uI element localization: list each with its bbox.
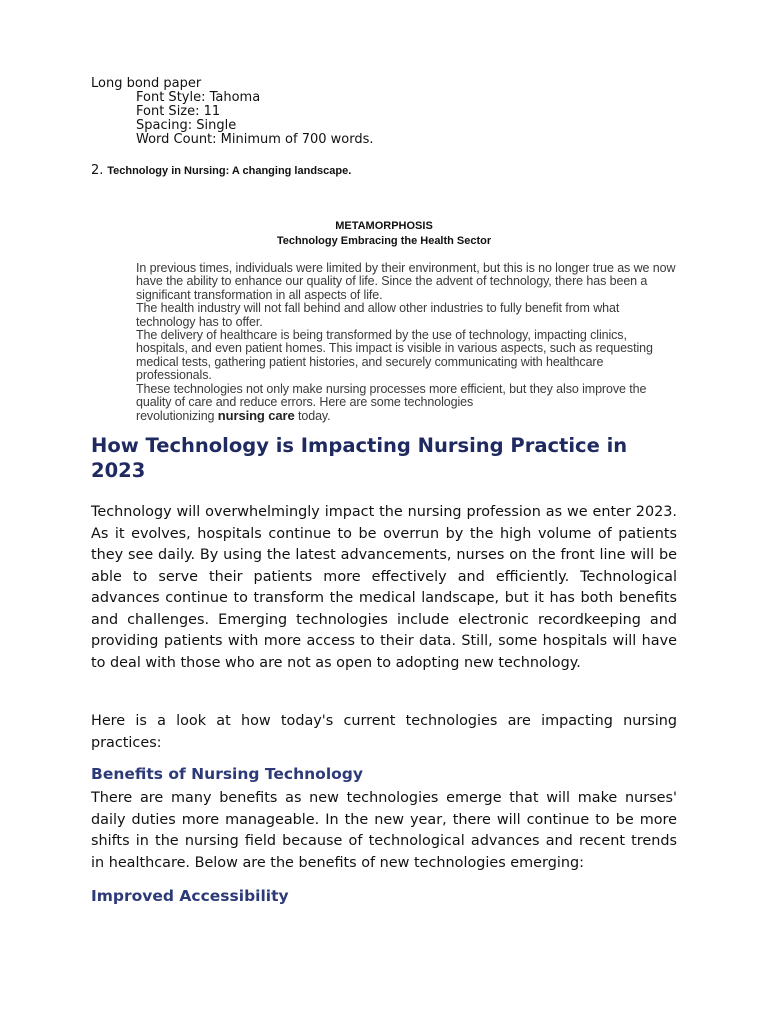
word-count-requirement: Word Count: Minimum of 700 words. xyxy=(136,132,374,147)
topic-line xyxy=(91,163,351,178)
font-style-requirement: Font Style: Tahoma xyxy=(136,90,261,105)
essay-paragraph-4-start: revolutionizing xyxy=(136,409,215,424)
essay-paragraph-1: In previous times, individuals were limited by their environment, but this is no longer true as we now have the ability to enhance our quality of life. Since the advent of technology, there has been a significant transformation in all aspects of life. xyxy=(136,261,676,302)
article-heading: How Technology is Impacting Nursing Practice in 2023 xyxy=(91,434,628,482)
topic-title: Technology in Nursing: A changing landscape. xyxy=(107,165,352,177)
benefits-subheading: Benefits of Nursing Technology xyxy=(91,765,363,783)
topic-number: 2. xyxy=(91,163,104,178)
essay-paragraph-4-end: today. xyxy=(298,409,331,424)
nursing-care-bold: nursing care xyxy=(217,408,295,424)
essay-paragraph-4 xyxy=(91,383,681,424)
article-paragraph-1: Technology will overwhelmingly impact the nursing profession as we enter 2023. As it evolves, hospitals continue to be overrun by the high volume of patients they see daily. By using the latest advancements, nurses on the front line will be able to serve their patients more effectively and efficiently. Technological advances continue to transform the medical landscape, but it has both benefits and challenges. Emerging technologies include electronic recordkeeping and providing patients with more access to their data. Still, some hospitals will have to deal with those who are not as open to adopting new technology. xyxy=(91,504,677,671)
essay-title: METAMORPHOSIS xyxy=(335,220,433,232)
spacing-requirement: Spacing: Single xyxy=(136,118,237,133)
article-paragraph-3: There are many benefits as new technologies emerge that will make nurses' daily duties more manageable. In the new year, there will continue to be more shifts in the nursing field because of technological advances and recent trends in healthcare. Below are the benefits of new technologies emerging: xyxy=(91,790,677,871)
essay-subtitle: Technology Embracing the Health Sector xyxy=(276,235,492,247)
essay-paragraph-3: The delivery of healthcare is being transformed by the use of technology, impacting clinics, hospitals, and even patient homes. This impact is visible in various aspects, such as requesting medical tests, gathering patient histories, and securely communicating with healthcare professionals. xyxy=(136,328,653,383)
assignment-requirements xyxy=(91,77,374,147)
font-size-requirement: Font Size: 11 xyxy=(136,104,221,119)
essay-paragraph-4-line-1: These technologies not only make nursing processes more efficient, but they also improve the quality of care and reduce errors. Here are some technologies xyxy=(136,381,647,410)
essay-body xyxy=(91,262,681,424)
article-paragraph-2: Here is a look at how today's current technologies are impacting nursing practices: xyxy=(91,713,677,751)
essay-paragraph-2: The health industry will not fall behind and allow other industries to fully benefit from what technology has to offer. xyxy=(136,301,620,329)
accessibility-subheading: Improved Accessibility xyxy=(91,887,289,905)
paper-type: Long bond paper xyxy=(91,76,202,91)
